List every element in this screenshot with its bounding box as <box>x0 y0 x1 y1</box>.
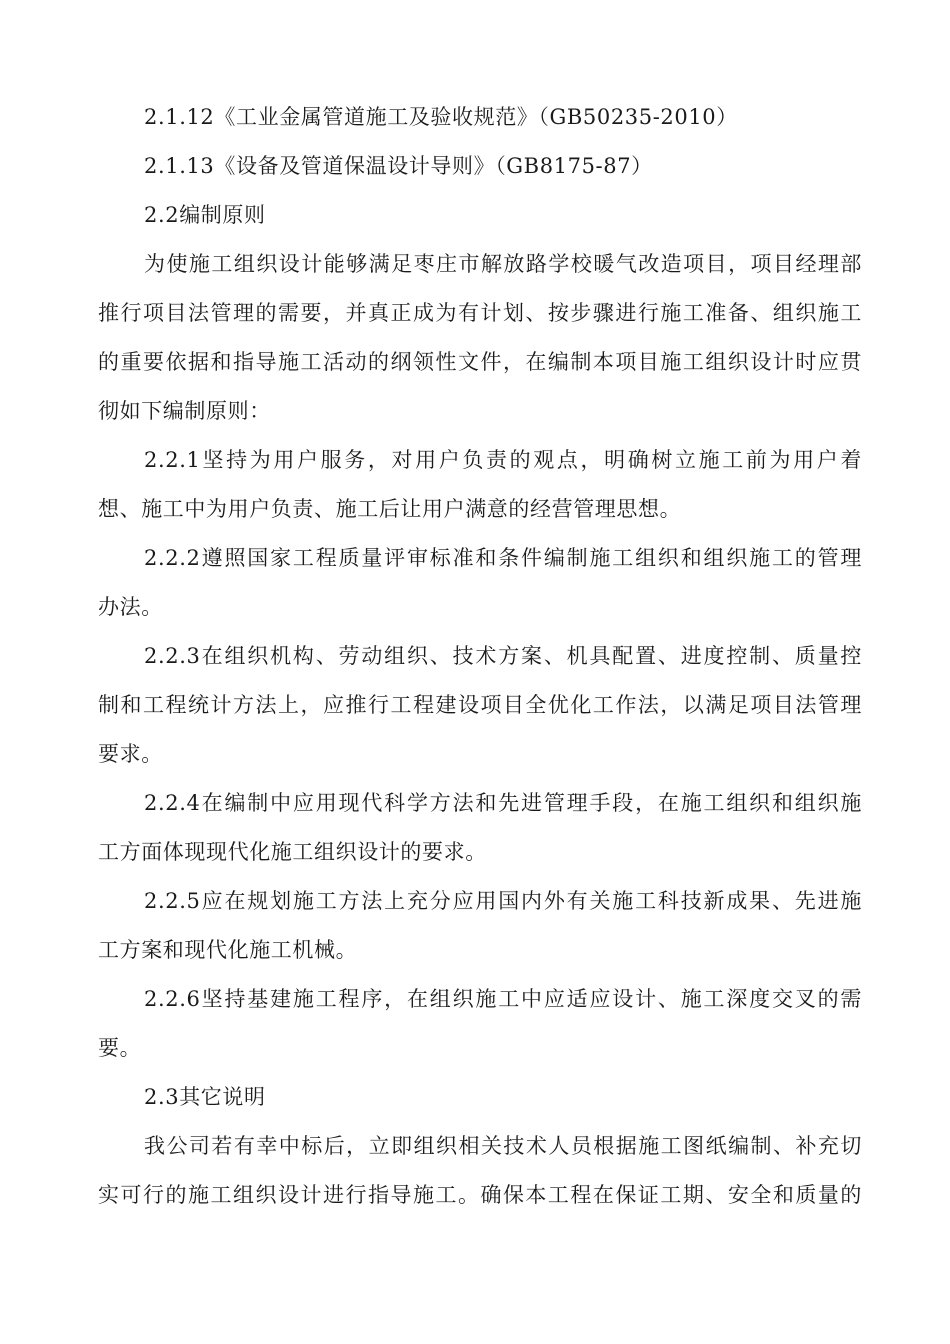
text-line: 2.2.5应在规划施工方法上充分应用国内外有关施工科技新成果、先进施 <box>144 889 862 913</box>
section-heading-2-2 <box>98 191 862 240</box>
text-line: 要。 <box>98 1036 142 1060</box>
text-line: 2.1.12《工业金属管道施工及验收规范》（GB50235-2010） <box>144 105 738 129</box>
text-line: 制和工程统计方法上，应推行工程建设项目全优化工作法，以满足项目法管理 <box>98 693 862 717</box>
principle-2-2-1-paragraph <box>98 436 862 534</box>
text-line: 工方面体现现代化施工组织设计的要求。 <box>98 840 487 864</box>
reference-item-2-1-13 <box>98 142 862 191</box>
text-line: 2.2.6坚持基建施工程序，在组织施工中应适应设计、施工深度交叉的需 <box>144 987 862 1011</box>
principles-intro-paragraph <box>98 240 862 436</box>
principle-2-2-2-paragraph <box>98 534 862 632</box>
text-line: 办法。 <box>98 595 163 619</box>
text-line: 推行项目法管理的需要，并真正成为有计划、按步骤进行施工准备、组织施工 <box>98 301 862 325</box>
text-line: 2.1.13《设备及管道保温设计导则》（GB8175-87） <box>144 154 653 178</box>
reference-item-2-1-12 <box>98 93 862 142</box>
text-line: 为使施工组织设计能够满足枣庄市解放路学校暖气改造项目，项目经理部 <box>144 252 862 276</box>
text-line: 2.2.3在组织机构、劳动组织、技术方案、机具配置、进度控制、质量控 <box>144 644 862 668</box>
principle-2-2-6-paragraph <box>98 975 862 1073</box>
text-line: 想、施工中为用户负责、施工后让用户满意的经营管理思想。 <box>98 497 682 521</box>
heading-text: 2.3其它说明 <box>144 1085 266 1109</box>
principle-2-2-5-paragraph <box>98 877 862 975</box>
heading-text: 2.2编制原则 <box>144 203 266 227</box>
document-body <box>98 93 862 1220</box>
section-heading-2-3 <box>98 1073 862 1122</box>
text-line: 的重要依据和指导施工活动的纲领性文件，在编制本项目施工组织设计时应贯 <box>98 350 862 374</box>
text-line: 2.2.1坚持为用户服务，对用户负责的观点，明确树立施工前为用户着 <box>144 448 862 472</box>
text-line: 实可行的施工组织设计进行指导施工。确保本工程在保证工期、安全和质量的 <box>98 1183 862 1207</box>
text-line: 工方案和现代化施工机械。 <box>98 938 358 962</box>
text-line: 2.2.4在编制中应用现代科学方法和先进管理手段，在施工组织和组织施 <box>144 791 862 815</box>
principle-2-2-4-paragraph <box>98 779 862 877</box>
text-line: 2.2.2遵照国家工程质量评审标准和条件编制施工组织和组织施工的管理 <box>144 546 862 570</box>
text-line: 我公司若有幸中标后，立即组织相关技术人员根据施工图纸编制、补充切 <box>144 1134 862 1158</box>
text-line: 彻如下编制原则： <box>98 399 271 423</box>
text-line: 要求。 <box>98 742 163 766</box>
principle-2-2-3-paragraph <box>98 632 862 779</box>
other-notes-paragraph <box>98 1122 862 1220</box>
